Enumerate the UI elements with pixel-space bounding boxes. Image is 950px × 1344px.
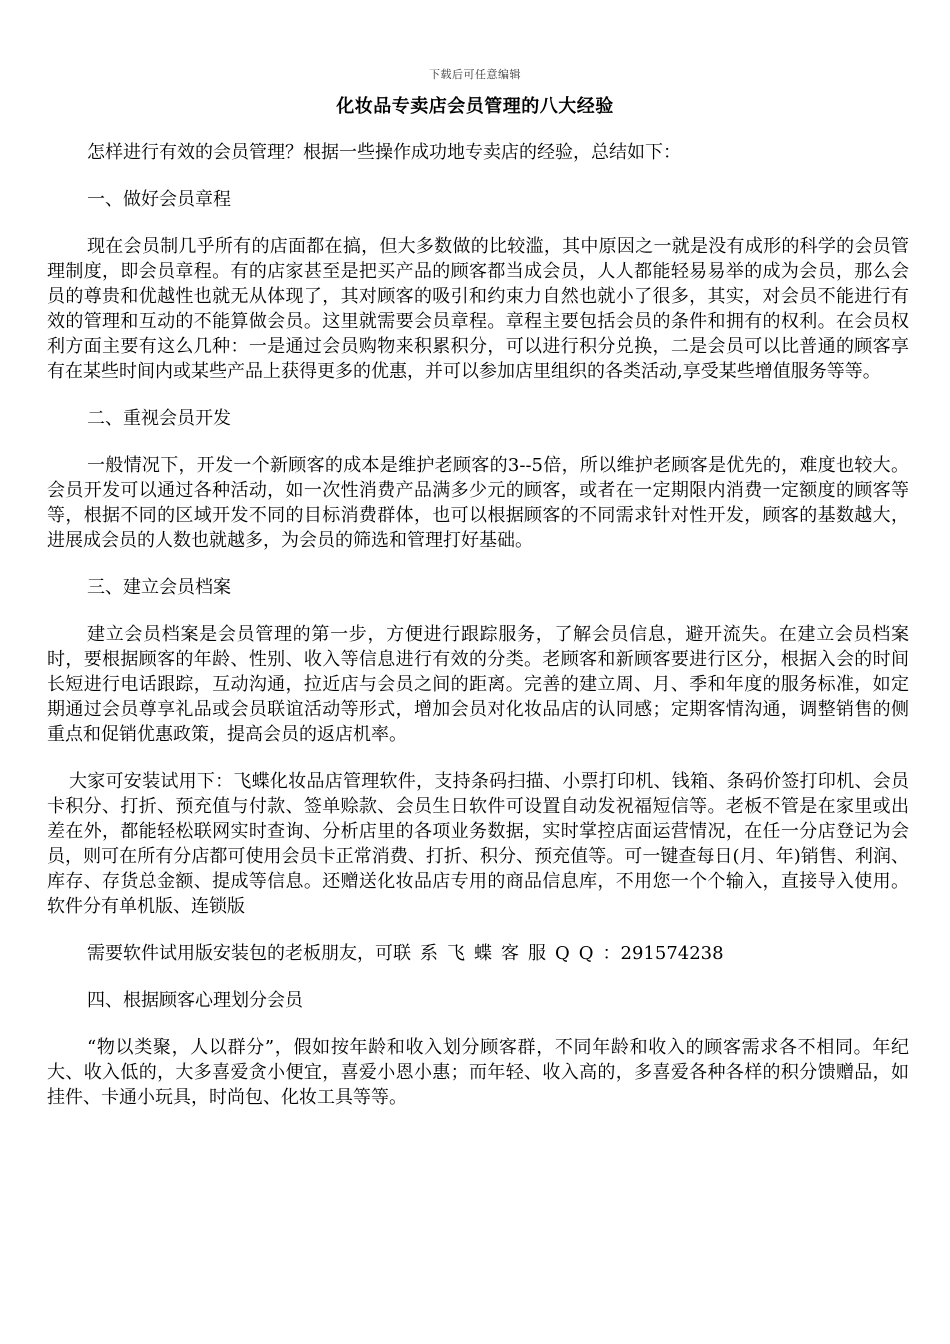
section-heading-2: 二、重视会员开发 [87,408,231,429]
contact-number: ：291574238 [602,943,724,964]
contact-spaced: 联系飞蝶客服QQ [393,943,603,964]
section-heading-4: 四、根据顾客心理划分会员 [87,990,303,1011]
software-ad-paragraph: 大家可安装试用下：飞蝶化妆品店管理软件，支持条码扫描、小票打印机、钱箱、条码价签打印机、会员卡积分、打折、预充值与付款、签单赊款、会员生日软件可设置自动发祝福短信等。老板不管是在家里或出差在外，都能轻松联网实时查询、分析店里的各项业务数据，实时掌控店面运营情况，在任一分店登记为会员，则可在所有分店都可使用会员卡正常消费、打折、积分、预充值等。可一键查每日(月、年)销售、利润、库存、存货总金额、提成等信息。还赠送化妆品店专用的商品信息库，不用您一个个输入，直接导入使用。软件分有单机版、连锁版 [47,771,909,917]
intro-paragraph: 怎样进行有效的会员管理？根据一些操作成功地专卖店的经验，总结如下： [87,142,681,163]
page-header-note: 下载后可任意编辑 [429,68,521,81]
section-paragraph-2: 一般情况下，开发一个新顾客的成本是维护老顾客的3--5倍，所以维护老顾客是优先的，难度也较大。会员开发可以通过各种活动，如一次性消费产品满多少元的顾客，或者在一定期限内消费一定额度的顾客等等，根据不同的区域开发不同的目标消费群体，也可以根据顾客的不同需求针对性开发，顾客的基数越大，进展成会员的人数也就越多，为会员的筛选和管理打好基础。 [47,455,909,551]
section-heading-3: 三、建立会员档案 [87,577,231,598]
document-title: 化妆品专卖店会员管理的八大经验 [336,96,614,117]
document-body [47,140,909,1132]
section-heading-1: 一、做好会员章程 [87,189,231,210]
contact-lead: 需要软件试用版安装包的老板朋友，可 [87,943,393,964]
section-paragraph-3: 建立会员档案是会员管理的第一步，方便进行跟踪服务，了解会员信息，避开流失。在建立会员档案时，要根据顾客的年龄、性别、收入等信息进行有效的分类。老顾客和新顾客要进行区分，根据入会的时间长短进行电话跟踪，互动沟通，拉近店与会员之间的距离。完善的建立周、月、季和年度的服务标准，如定期通过会员尊享礼品或会员联谊活动等形式，增加会员对化妆品店的认同感；定期客情沟通，调整销售的侧重点和促销优惠政策，提高会员的返店机率。 [47,624,909,745]
contact-line [47,941,909,966]
section-paragraph-4: “物以类聚，人以群分”，假如按年龄和收入划分顾客群，不同年龄和收入的顾客需求各不相同。年纪大、收入低的，大多喜爱贪小便宜，喜爱小恩小惠；而年轻、收入高的，多喜爱各种各样的积分馈赠品，如挂件、卡通小玩具，时尚包、化妆工具等等。 [47,1037,909,1108]
section-paragraph-1: 现在会员制几乎所有的店面都在搞，但大多数做的比较滥，其中原因之一就是没有成形的科学的会员管理制度，即会员章程。有的店家甚至是把买产品的顾客都当成会员，人人都能轻易易举的成为会员，那么会员的尊贵和优越性也就无从体现了，其对顾客的吸引和约束力自然也就小了很多，其实，对会员不能进行有效的管理和互动的不能算做会员。这里就需要会员章程。章程主要包括会员的条件和拥有的权利。在会员权利方面主要有这么几种：一是通过会员购物来积累积分，可以进行积分兑换，二是会员可以比普通的顾客享有在某些时间内或某些产品上获得更多的优惠，并可以参加店里组织的各类活动,享受某些增值服务等等。 [47,236,909,382]
